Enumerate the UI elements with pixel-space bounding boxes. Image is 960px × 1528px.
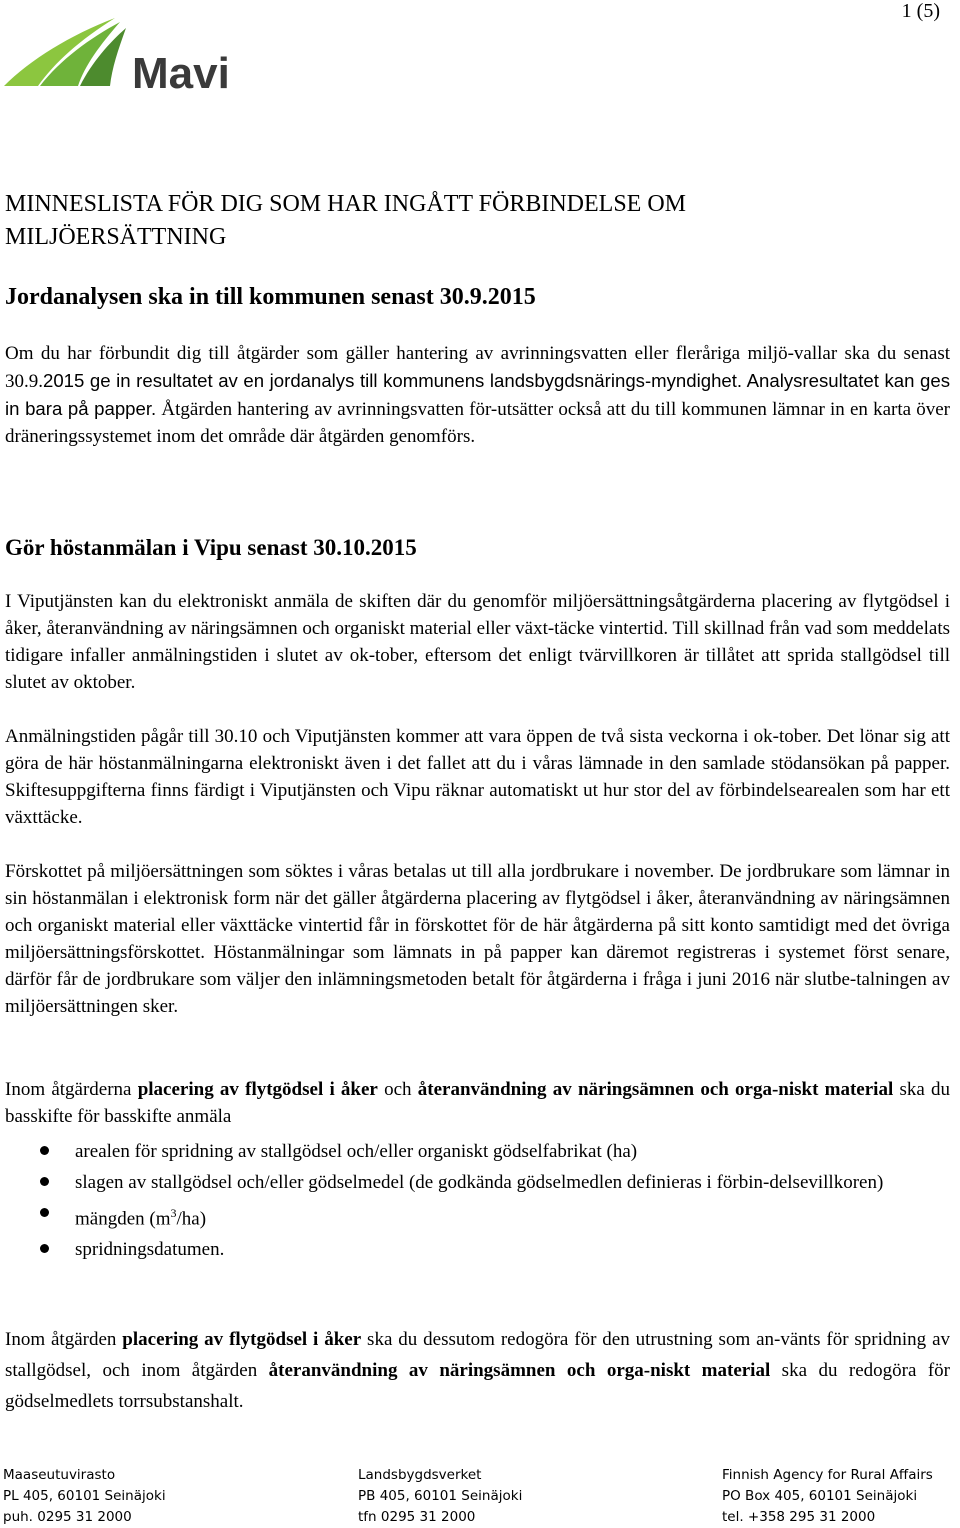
list-item: arealen för spridning av stallgödsel och/eller organiskt gödselfabrikat (ha) bbox=[5, 1136, 950, 1167]
section2-heading: Gör höstanmälan i Vipu senast 30.10.2015 bbox=[5, 535, 417, 560]
bullet-list bbox=[5, 1136, 950, 1265]
section1-text-c: Åtgärden hantering av avrinningsvatten för-utsätter också att du till kommunen lämnar in en karta över dräneringssystemet inom det område där åtgärden genomförs. bbox=[5, 399, 951, 447]
bullet-icon bbox=[40, 1244, 49, 1253]
section2-text-3: Förskottet på miljöersättningen som söktes i våras betalas ut till alla jordbrukare i november. De jordbrukare som lämnar in sin höstanmälan i elektronisk form när det gäller åtgärderna placering av flytgödsel i åker, återanvändning av näringsämnen och organiskt material eller växttäcke vintertid får in förskottet för de här åtgärderna på sitt konto samtidigt med det övriga miljöersättningsförskottet. Höstanmälningar som lämnats in på papper kan däremot registreras i systemet först senare, därför får de jordbrukare som väljer den inlämningsmetoden betalt för åtgärderna i fråga i juni 2016 när slutbe-talningen av miljöersättningen sker. bbox=[5, 861, 950, 1017]
footer bbox=[3, 1465, 953, 1525]
section2-text-1: I Viputjänsten kan du elektroniskt anmäla de skiften där du genomför miljöersättningsåtgärderna placering av flytgödsel i åker, återanvändning av näringsämnen och organiskt material eller växt-täcke vintertid. Till skillnad från vad som meddelats tidigare infaller anmälningstiden i slutet av ok-tober, eftersom det enligt tvärvillkoren är tillåtet att sprida stallgödsel till slutet av oktober. bbox=[5, 591, 950, 693]
section1-paragraph bbox=[5, 340, 950, 450]
page-number: 1 (5) bbox=[901, 0, 940, 22]
p4-bold-1: placering av flytgödsel i åker bbox=[137, 1079, 378, 1100]
section2-paragraph-1 bbox=[5, 588, 950, 696]
p4-text-e: ska du basskifte för basskifte anmäla bbox=[5, 1079, 951, 1127]
mavi-logo bbox=[0, 0, 240, 100]
title-line-1: MINNESLISTA FÖR DIG SOM HAR INGÅTT FÖRBINDELSE OM bbox=[5, 191, 687, 217]
p5-bold-2: återanvändning av näringsämnen och orga-niskt material bbox=[268, 1360, 771, 1381]
document-title bbox=[5, 188, 935, 254]
svg-text:Mavi: Mavi bbox=[132, 49, 230, 98]
bullet-icon bbox=[40, 1208, 49, 1217]
footer-col-fi: Maaseutuvirasto PL 405, 60101 Seinäjoki puh. 0295 31 2000 bbox=[3, 1467, 166, 1525]
mavi-logo-swoosh-icon bbox=[0, 0, 240, 100]
section1-text-b: 2015 ge in resultatet av en jordanalys till kommunens landsbygdsnärings-myndighet. Analysresultatet kan ges in bara på papper. bbox=[5, 370, 950, 419]
section2-paragraph-5: Inom åtgärden placering av flytgödsel i åker ska du dessutom redogöra för den utrustning som an-vänts för spridning av stallgödsel, och inom åtgärden återanvändning av näringsämnen och orga-niskt material ska du redogöra för gödselmedlets torrsubstanshalt. bbox=[5, 1329, 951, 1412]
list-item: mängden $(m^3/ha)$ bbox=[5, 1198, 950, 1234]
section2-paragraph-3 bbox=[5, 858, 950, 1020]
p5-bold-1: placering av flytgödsel i åker bbox=[122, 1329, 362, 1350]
bullet-icon bbox=[40, 1146, 49, 1155]
section2-paragraph-4 bbox=[5, 1076, 950, 1265]
section1-text-a: Om du har förbundit dig till åtgärder som gäller hantering av avrinningsvatten eller fleråriga miljö-vallar ska du senast 30.9. bbox=[5, 343, 950, 392]
section2-paragraph-2 bbox=[5, 723, 950, 831]
footer-col-en: Finnish Agency for Rural Affairs PO Box 405, 60101 Seinäjoki tel. +358 295 31 2000 bbox=[722, 1467, 933, 1525]
p4-text-c: och bbox=[377, 1079, 418, 1100]
title-line-2: MILJÖERSÄTTNING bbox=[5, 224, 227, 250]
section1-heading: Jordanalysen ska in till kommunen senast 30.9.2015 bbox=[5, 284, 536, 310]
footer-col-sv: Landsbygdsverket PB 405, 60101 Seinäjoki tfn 0295 31 2000 bbox=[358, 1467, 523, 1525]
p4-bold-2: återanvändning av näringsämnen och orga-niskt material bbox=[417, 1079, 894, 1100]
bullet-icon bbox=[40, 1177, 49, 1186]
list-item: slagen av stallgödsel och/eller gödselmedel (de godkända gödselmedlen definieras i förbin-delsevillkoren) bbox=[5, 1167, 950, 1198]
p4-text-a: Inom åtgärderna bbox=[5, 1079, 138, 1100]
list-item: spridningsdatumen. bbox=[5, 1234, 950, 1265]
section2-text-2: Anmälningstiden pågår till 30.10 och Viputjänsten kommer att vara öppen de två sista veckorna i ok-tober. Det lönar sig att göra de här höstanmälningarna elektroniskt även i det fallet att du i våras lämnade in den samlade stödansökan på papper. Skiftesuppgifterna finns färdigt i Viputjänsten och Vipu räknar automatiskt ut hur stor del av förbindelsearealen som har ett växttäcke. bbox=[5, 726, 950, 828]
